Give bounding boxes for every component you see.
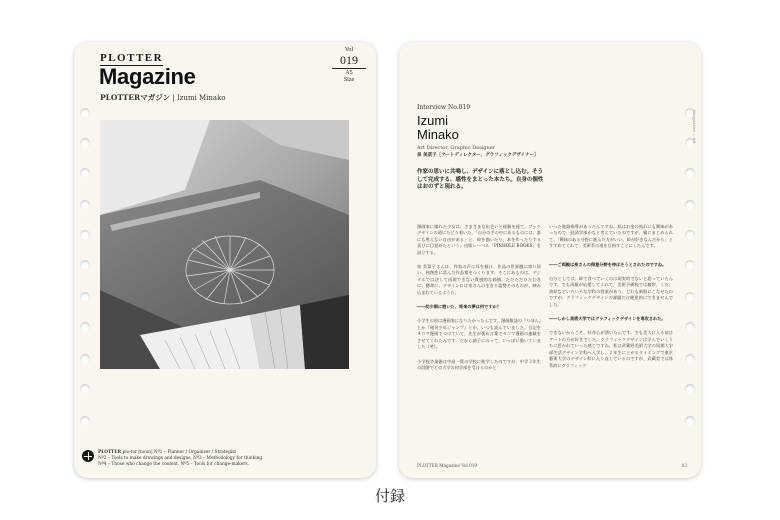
binder-hole	[80, 292, 90, 302]
article-column-2	[549, 224, 673, 377]
article-column-1	[417, 224, 541, 379]
binder-hole	[80, 138, 90, 148]
interview-page	[399, 42, 701, 478]
volume-badge	[332, 47, 366, 84]
lead-text: 作家の思いに共鳴し、デザインに落とし込む。そうして完成する、感性をまとった本たち。自身の個性はおのずと現れる。	[417, 169, 544, 190]
footer-definition	[98, 450, 372, 468]
footer-line-2: Nº2 – Tools to make drawings and designs. Nº3 – Methodology for thinking.	[98, 456, 264, 461]
image-caption: 付録	[374, 487, 405, 505]
interview-question: ――しかし美術大学ではグラフィックデザインを専攻された。	[549, 316, 666, 322]
binder-hole	[80, 260, 90, 270]
binder-hole	[80, 230, 90, 240]
book-photo-illustration	[100, 120, 349, 369]
person-first-name: Izumi	[417, 113, 449, 128]
binder-hole	[685, 168, 695, 178]
magazine-subtitle	[100, 92, 226, 103]
plotter-cross-logo-icon	[82, 450, 94, 462]
person-last-name: Minako	[417, 127, 459, 142]
person-role-en: Art Director, Graphic Designer	[417, 145, 496, 151]
side-index-label: Magazine – A5	[692, 110, 697, 144]
article-paragraph: 自分としては、絵で食べていくのは現実的でないと思っていたんです。でも両親が応援してくれて、美術予備校では観察、くだ、油絵などいろいろな学科の授業があり、どれも新鮮にこなせたのですが、グラフィックデザインの課題だけ絶望的にできませんでした。	[549, 276, 673, 307]
cover-photo	[100, 120, 349, 369]
article-paragraph: いった進路指導があったんですね。私はお金の流れにも興味があったので、経済学部かなと考えていたのですが、親にまじめられて。「興味のある分野に進んだ方がいい。絵が好きなんだから」とすすめてくれて、美術系の道を目指すことにしたんです。	[549, 224, 673, 249]
subtitle-jp: PLOTTERマガジン	[100, 93, 171, 102]
size-word: Size	[343, 77, 355, 83]
interview-number: Interview No.019	[417, 104, 471, 111]
binder-hole	[80, 322, 90, 332]
article-paragraph: 漫画家に憧れた少女は、さまざまな出会いと経験を経て、ブックデザインの道にたどり着いた。「自分の手の中にあるものには、誰にも奪えない自由がある」と、絵を描いたり、本を作ったりする喜びに目覚めたという。出版レーベル「PINHOLE BOOKS」を設立する。	[417, 224, 541, 255]
vol-label: Vol	[344, 47, 354, 53]
binder-hole	[685, 354, 695, 364]
size-label: A5	[345, 70, 353, 76]
binder-hole	[685, 230, 695, 240]
subtitle-divider: |	[172, 94, 177, 102]
article-paragraph: 泉 美菜子さんは、作家の声に耳を傾け、作品の世界観に寄り添い、独創性に富んだ作品集をつくります。そこにあるのは、デジタルでは決して再現できない質感的な価値。ただただひたむきに、懸命に、デザインには泉さんの生きる姿勢そのものが、映み込まれているようだ。	[417, 264, 541, 295]
footer-line-3: Nº4 – Those who change the context. Nº5 – Tools for change-makers.	[98, 462, 249, 467]
binder-hole	[685, 384, 695, 394]
interview-question: ――ご両親は泉さんの得意分野を伸ばそうとされたのですね。	[549, 261, 667, 267]
magazine-title: Magazine	[99, 64, 196, 89]
binder-hole	[685, 260, 695, 270]
brand-logo: PLOTTER	[100, 52, 164, 64]
binder-hole	[80, 168, 90, 178]
article-paragraph: できないからこそ、好奇心が湧いたんです。でも美大に入る前はアートの方が好きでした。グラフィックデザインは学んでいくうちに惹かれていった感じですね。私は武蔵野美術大学の短期大学部生活デザイン学科へ入学し、２年生に上がるタイミングで東京藝術大学のデザイン科に入り直しているのですが、武蔵美では体系的にグラフィック	[549, 330, 673, 368]
binder-hole	[685, 200, 695, 210]
article-paragraph: 小学校卒業後は中高一貫の学校に進学したのですが、中学３年生の段階でどの大学の何学部を受けるのかと	[417, 358, 541, 370]
binder-hole	[80, 108, 90, 118]
person-name	[417, 114, 459, 142]
page-number: 03	[681, 463, 687, 468]
dictionary-footer	[82, 450, 372, 468]
vol-number: 019	[332, 54, 366, 69]
footer-brand: PLOTTER	[98, 450, 122, 455]
binder-hole	[685, 322, 695, 332]
subtitle-name: Izumi Minako	[176, 94, 226, 102]
footer-line-1: plo-tər [noun] Nº1 – Planner / Organizer / Strategist	[122, 450, 237, 455]
page-footer: PLOTTER Magazine Vol.019	[417, 463, 478, 468]
interview-question: ――幼少期に抱いた、将来の夢は何ですか？	[417, 304, 501, 310]
magazine-cover-page	[74, 42, 376, 478]
binder-hole	[80, 416, 90, 426]
binder-hole	[685, 416, 695, 426]
person-role-jp: 泉 美菜子［アートディレクター、グラフィックデザイナー］	[417, 153, 539, 158]
binder-hole	[685, 292, 695, 302]
binder-hole	[80, 354, 90, 364]
article-paragraph: 小学生の頃は漫画家になりたかったんです。漫画雑誌の『りぼん』とか『週刊少年ジャンプ』とか、いつも読んでいました。日記を４コマ漫画でつけていて、先生が褒め言葉で４コマ漫画の連載をさせてくれたんです。だから調子にのって、いっぱい描いていました（笑）。	[417, 318, 541, 350]
binder-hole	[80, 200, 90, 210]
binder-hole	[80, 384, 90, 394]
